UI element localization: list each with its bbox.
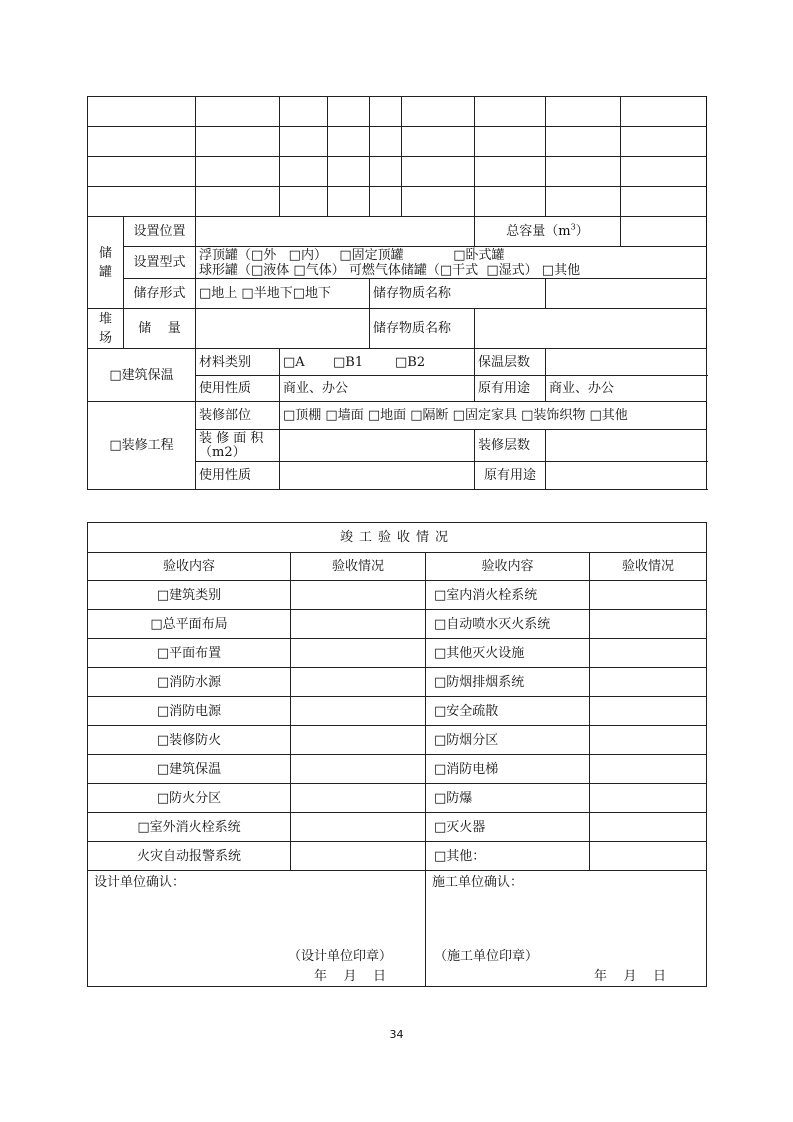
position-value[interactable] — [196, 217, 475, 247]
yard-substance-value[interactable] — [475, 309, 707, 349]
acceptance-item-left[interactable]: □建筑保温 — [88, 755, 291, 784]
decoration-area-value[interactable] — [280, 430, 475, 462]
insulation-original-value[interactable]: 商业、办公 — [546, 376, 707, 402]
acceptance-title: 竣工验收情况 — [88, 523, 707, 553]
yard-substance-label: 储存物质名称 — [370, 309, 475, 349]
col-content-right: 验收内容 — [426, 553, 590, 581]
insulation-usage-label: 使用性质 — [196, 376, 280, 402]
amount-value[interactable] — [196, 309, 370, 349]
acceptance-item-right[interactable]: □防爆 — [426, 784, 590, 813]
acceptance-status-right[interactable] — [590, 610, 707, 639]
decoration-layers-value[interactable] — [546, 430, 707, 462]
table-row — [88, 668, 707, 697]
acceptance-item-right[interactable]: □防烟排烟系统 — [426, 668, 590, 697]
material-a-checkbox[interactable]: □A — [283, 354, 305, 370]
acceptance-status-right[interactable] — [590, 668, 707, 697]
decoration-area-label — [196, 430, 280, 462]
table-row — [88, 813, 707, 842]
acceptance-item-right[interactable]: □其他： — [426, 842, 590, 871]
decoration-layers-label: 装修层数 — [475, 430, 546, 462]
acceptance-status-left[interactable] — [291, 668, 426, 697]
material-label: 材料类别 — [196, 349, 280, 376]
acceptance-item-right[interactable]: □防烟分区 — [426, 726, 590, 755]
acceptance-item-left[interactable]: □总平面布局 — [88, 610, 291, 639]
total-capacity-label: 总容量$(m^3)$ — [475, 217, 621, 247]
acceptance-status-right[interactable] — [590, 581, 707, 610]
construction-confirm-label: 施工单位确认： — [432, 875, 524, 890]
empty-row — [88, 97, 707, 127]
acceptance-item-right[interactable]: □其他灭火设施 — [426, 639, 590, 668]
decoration-original-label: 原有用途 — [475, 462, 546, 490]
decoration-area-label-line2: （m2） — [199, 444, 246, 460]
acceptance-item-left[interactable]: □建筑类别 — [88, 581, 291, 610]
type-label: 设置型式 — [124, 247, 196, 279]
acceptance-item-right[interactable]: □灭火器 — [426, 813, 590, 842]
acceptance-status-left[interactable] — [291, 726, 426, 755]
acceptance-status-left[interactable] — [291, 697, 426, 726]
decoration-original-value[interactable] — [546, 462, 707, 490]
design-seal: （设计单位印章） — [288, 949, 393, 964]
acceptance-item-left[interactable]: 火灾自动报警系统 — [88, 842, 291, 871]
table-row — [88, 842, 707, 871]
acceptance-status-left[interactable] — [291, 581, 426, 610]
project-info-table — [87, 96, 707, 490]
acceptance-table — [87, 522, 707, 987]
table-row — [88, 697, 707, 726]
tank-substance-label: 储存物质名称 — [370, 279, 546, 309]
decoration-part-label: 装修部位 — [196, 402, 280, 430]
insulation-original-label: 原有用途 — [475, 376, 546, 402]
table-row — [88, 755, 707, 784]
table-row — [88, 784, 707, 813]
type-options-line1: 浮顶罐（□外 □内） □固定顶罐 □卧式罐 — [199, 247, 505, 263]
table-row — [88, 639, 707, 668]
acceptance-status-right[interactable] — [590, 639, 707, 668]
insulation-usage-value[interactable]: 商业、办公 — [280, 376, 475, 402]
table-row — [88, 581, 707, 610]
stack-yard-label: 堆场 — [88, 309, 124, 349]
acceptance-status-right[interactable] — [590, 842, 707, 871]
acceptance-status-left[interactable] — [291, 784, 426, 813]
acceptance-status-left[interactable] — [291, 813, 426, 842]
form-options[interactable]: □地上 □半地下□地下 — [196, 279, 370, 309]
amount-label: 储 量 — [124, 309, 196, 349]
acceptance-item-right[interactable]: □安全疏散 — [426, 697, 590, 726]
construction-confirm-cell[interactable] — [426, 871, 707, 987]
insulation-layers-value[interactable] — [546, 349, 707, 376]
acceptance-item-left[interactable]: □消防电源 — [88, 697, 291, 726]
acceptance-status-left[interactable] — [291, 755, 426, 784]
decoration-part-options[interactable]: □顶棚 □墙面 □地面 □隔断 □固定家具 □装饰织物 □其他 — [280, 402, 707, 430]
position-label: 设置位置 — [124, 217, 196, 247]
col-content-left: 验收内容 — [88, 553, 291, 581]
design-confirm-label: 设计单位确认： — [94, 875, 186, 890]
decoration-label[interactable]: □装修工程 — [88, 402, 196, 490]
construction-date: 年 月 日 — [594, 969, 667, 984]
acceptance-item-right[interactable]: □消防电梯 — [426, 755, 590, 784]
acceptance-status-right[interactable] — [590, 755, 707, 784]
decoration-usage-value[interactable] — [280, 462, 475, 490]
col-status-left: 验收情况 — [291, 553, 426, 581]
acceptance-item-right[interactable]: □自动喷水灭火系统 — [426, 610, 590, 639]
empty-row — [88, 127, 707, 157]
material-b1-checkbox[interactable]: □B1 — [333, 354, 364, 370]
form-label: 储存形式 — [124, 279, 196, 309]
page-number: 34 — [389, 1028, 404, 1041]
acceptance-status-right[interactable] — [590, 784, 707, 813]
acceptance-status-left[interactable] — [291, 639, 426, 668]
storage-tank-label: 储罐 — [88, 217, 124, 309]
total-capacity-value[interactable] — [621, 217, 707, 247]
type-options[interactable] — [196, 247, 707, 279]
decoration-area-label-line1: 装 修 面 积 — [199, 430, 264, 446]
table-row — [88, 726, 707, 755]
acceptance-item-left[interactable]: □室外消火栓系统 — [88, 813, 291, 842]
construction-seal: （施工单位印章） — [434, 949, 539, 964]
acceptance-item-left[interactable]: □消防水源 — [88, 668, 291, 697]
acceptance-item-left[interactable]: □装修防火 — [88, 726, 291, 755]
empty-row — [88, 157, 707, 187]
insulation-label[interactable]: □建筑保温 — [88, 349, 196, 402]
acceptance-status-right[interactable] — [590, 726, 707, 755]
material-b2-checkbox[interactable]: □B2 — [395, 354, 426, 370]
acceptance-item-left[interactable]: □平面布置 — [88, 639, 291, 668]
acceptance-item-right[interactable]: □室内消火栓系统 — [426, 581, 590, 610]
decoration-usage-label: 使用性质 — [196, 462, 280, 490]
acceptance-status-left[interactable] — [291, 610, 426, 639]
empty-row — [88, 187, 707, 217]
acceptance-status-left[interactable] — [291, 842, 426, 871]
design-confirm-cell[interactable] — [88, 871, 426, 987]
acceptance-item-left[interactable]: □防火分区 — [88, 784, 291, 813]
type-options-line2: 球形罐（□液体 □气体） 可燃气体储罐（□干式 □湿式） □其他 — [199, 262, 581, 278]
tank-substance-value[interactable] — [546, 279, 707, 309]
acceptance-status-right[interactable] — [590, 697, 707, 726]
acceptance-status-right[interactable] — [590, 813, 707, 842]
insulation-layers-label: 保温层数 — [475, 349, 546, 376]
col-status-right: 验收情况 — [590, 553, 707, 581]
design-date: 年 月 日 — [314, 969, 387, 984]
material-options[interactable] — [280, 349, 475, 376]
table-row — [88, 610, 707, 639]
